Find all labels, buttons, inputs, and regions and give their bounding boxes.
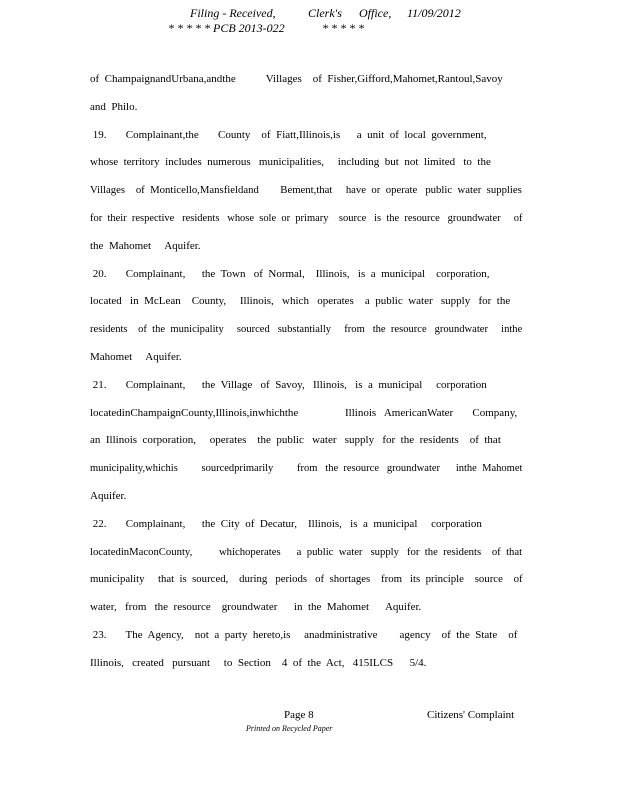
body-line: 20. Complainant, the Town of Normal, Illinois, is a municipal corporation, [90,267,490,280]
body-line: municipality that is sourced, during periods of shortages from its principle source of [90,573,523,586]
footer-printed-recycled: Printed on Recycled Paper [246,724,333,733]
header-pcb: * * * * * PCB 2013-022 [168,21,285,35]
header-filing: Filing - Received, [190,6,276,20]
body-line: 21. Complainant, the Village of Savoy, Illinois, is a municipal corporation [90,378,487,391]
body-line: 23. The Agency, not a party hereto,is anadministrative agency of the State of [90,629,518,641]
footer-page-number: Page 8 [284,709,314,721]
body-line: locatedinChampaignCounty,Illinois,inwhichthe Illinois AmericanWater Company, [90,406,518,419]
header-date: 11/09/2012 [407,6,461,20]
body-line: an Illinois corporation, operates the public water supply for the residents of that [90,434,501,447]
body-line: Illinois, created pursuant to Section 4 of the Act, 415ILCS 5/4. [90,656,427,669]
body-line: and Philo. [90,100,138,113]
body-line: of ChampaignandUrbana,andthe Villages of Fisher,Gifford,Mahomet,Rantoul,Savoy [90,73,503,85]
body-line: Mahomet Aquifer. [90,351,182,363]
body-line: water, from the resource groundwater in the Mahomet Aquifer. [90,601,422,614]
body-line: 22. Complainant, the City of Decatur, Illinois, is a municipal corporation [90,517,482,530]
body-line: the Mahomet Aquifer. [90,239,201,252]
header-stars: * * * * * [322,21,364,35]
header-clerks: Clerk's [308,6,342,20]
footer-citizens-complaint: Citizens' Complaint [427,709,515,721]
body-line: residents of the municipality sourced substantially from the resource groundwater inthe [90,323,523,336]
body-line: 19. Complainant,the County of Fiatt,Illinois,is a unit of local government, [90,128,487,141]
body-line: locatedinMaconCounty, whichoperates a public water supply for the residents of that [90,545,523,558]
body-line: Aquifer. [90,490,127,502]
body-line: for their respective residents whose sole or primary source is the resource groundwater of [90,212,523,224]
body-line: located in McLean County, Illinois, which operates a public water supply for the [90,295,511,308]
header-office: Office, [359,6,392,20]
body-line: Villages of Monticello,Mansfieldand Bement,that have or operate public water supplies [90,184,522,197]
body-line: municipality,whichis sourcedprimarily from the resource groundwater inthe Mahomet [90,462,523,475]
body-line: whose territory includes numerous municipalities, including but not limited to the [90,156,491,169]
